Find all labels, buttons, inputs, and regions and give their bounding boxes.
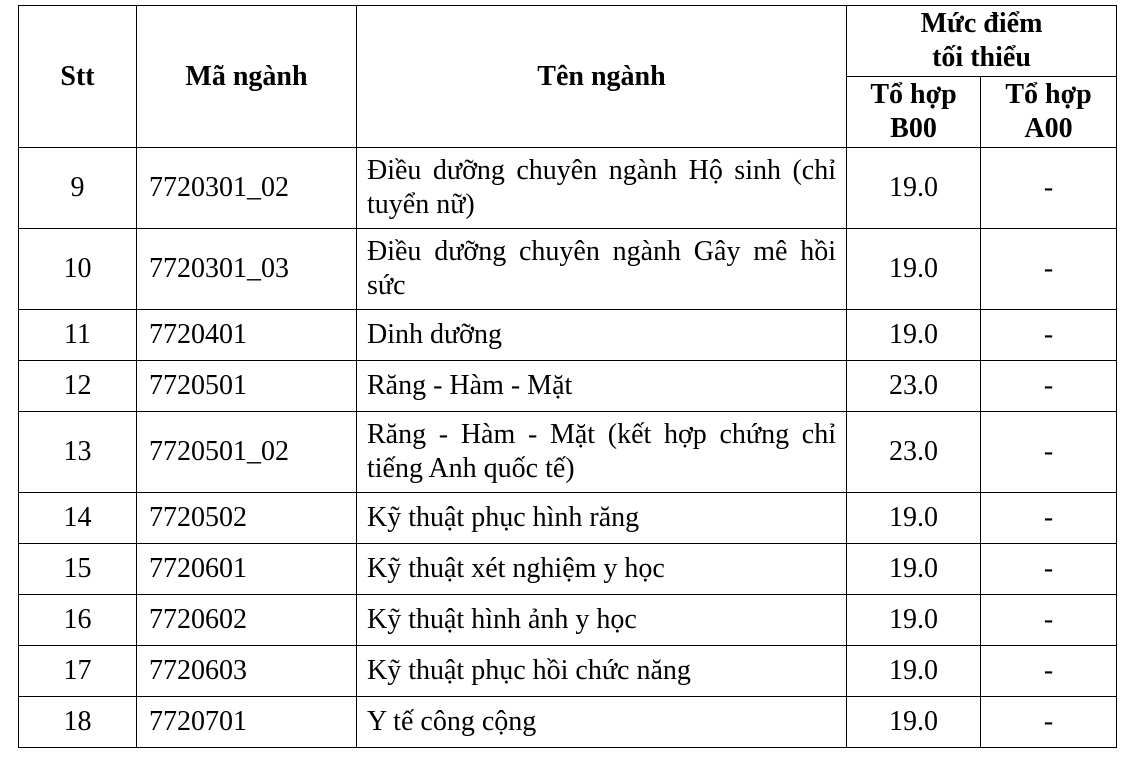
cell-stt: 9: [19, 148, 137, 229]
cell-b00: 19.0: [847, 229, 981, 310]
cell-code: 7720603: [137, 646, 357, 697]
cell-b00: 19.0: [847, 493, 981, 544]
cell-code: 7720701: [137, 697, 357, 748]
cell-name: Y tế công cộng: [357, 697, 847, 748]
cell-stt: 16: [19, 595, 137, 646]
cell-b00: 23.0: [847, 412, 981, 493]
header-b00: [847, 77, 981, 148]
cell-name: Kỹ thuật phục hồi chức năng: [357, 646, 847, 697]
cell-code: 7720501: [137, 361, 357, 412]
cell-stt: 18: [19, 697, 137, 748]
cell-b00: 19.0: [847, 595, 981, 646]
table-row: [19, 697, 1117, 748]
table-header: [19, 6, 1117, 148]
cell-stt: 14: [19, 493, 137, 544]
header-a00-line1: Tổ hợp: [1005, 79, 1092, 110]
header-row-top: [19, 6, 1117, 77]
cell-b00: 19.0: [847, 646, 981, 697]
cell-b00: 19.0: [847, 544, 981, 595]
cell-stt: 13: [19, 412, 137, 493]
table-row: [19, 646, 1117, 697]
header-min-score: [847, 6, 1117, 77]
table-row: [19, 544, 1117, 595]
cell-code: 7720501_02: [137, 412, 357, 493]
cell-name: Kỹ thuật xét nghiệm y học: [357, 544, 847, 595]
cell-stt: 11: [19, 310, 137, 361]
cell-code: 7720301_03: [137, 229, 357, 310]
table-row: [19, 412, 1117, 493]
header-b00-line2: B00: [890, 113, 937, 144]
cell-code: 7720401: [137, 310, 357, 361]
cell-code: 7720601: [137, 544, 357, 595]
header-a00: [981, 77, 1117, 148]
cell-name: Điều dưỡng chuyên ngành Gây mê hồi sức: [357, 229, 847, 310]
cell-a00: -: [981, 595, 1117, 646]
cell-a00: -: [981, 310, 1117, 361]
cell-name: Kỹ thuật phục hình răng: [357, 493, 847, 544]
cell-stt: 10: [19, 229, 137, 310]
cell-a00: -: [981, 646, 1117, 697]
header-b00-line1: Tổ hợp: [870, 79, 957, 110]
cell-stt: 17: [19, 646, 137, 697]
cell-name: Răng - Hàm - Mặt: [357, 361, 847, 412]
cell-code: 7720502: [137, 493, 357, 544]
header-stt: Stt: [19, 6, 137, 148]
cell-a00: -: [981, 697, 1117, 748]
header-min-score-line2: tối thiểu: [932, 42, 1031, 73]
header-a00-line2: A00: [1024, 113, 1073, 144]
cell-name: Kỹ thuật hình ảnh y học: [357, 595, 847, 646]
table-row: [19, 310, 1117, 361]
cell-stt: 15: [19, 544, 137, 595]
cell-a00: -: [981, 412, 1117, 493]
cell-name: Dinh dưỡng: [357, 310, 847, 361]
cell-a00: -: [981, 544, 1117, 595]
table-row: [19, 148, 1117, 229]
cell-b00: 19.0: [847, 697, 981, 748]
cell-a00: -: [981, 148, 1117, 229]
table-row: [19, 595, 1117, 646]
admission-score-table: [18, 5, 1117, 748]
cell-b00: 19.0: [847, 310, 981, 361]
cell-name: Điều dưỡng chuyên ngành Hộ sinh (chỉ tuyển nữ): [357, 148, 847, 229]
table-row: [19, 493, 1117, 544]
cell-code: 7720301_02: [137, 148, 357, 229]
cell-a00: -: [981, 229, 1117, 310]
cell-b00: 23.0: [847, 361, 981, 412]
cell-a00: -: [981, 493, 1117, 544]
cell-stt: 12: [19, 361, 137, 412]
header-min-score-line1: Mức điểm: [920, 8, 1043, 39]
cell-name: Răng - Hàm - Mặt (kết hợp chứng chỉ tiếng Anh quốc tế): [357, 412, 847, 493]
cell-b00: 19.0: [847, 148, 981, 229]
cell-a00: -: [981, 361, 1117, 412]
table-row: [19, 361, 1117, 412]
header-code: Mã ngành: [137, 6, 357, 148]
header-name: Tên ngành: [357, 6, 847, 148]
cell-code: 7720602: [137, 595, 357, 646]
table-row: [19, 229, 1117, 310]
table-body: [19, 148, 1117, 748]
